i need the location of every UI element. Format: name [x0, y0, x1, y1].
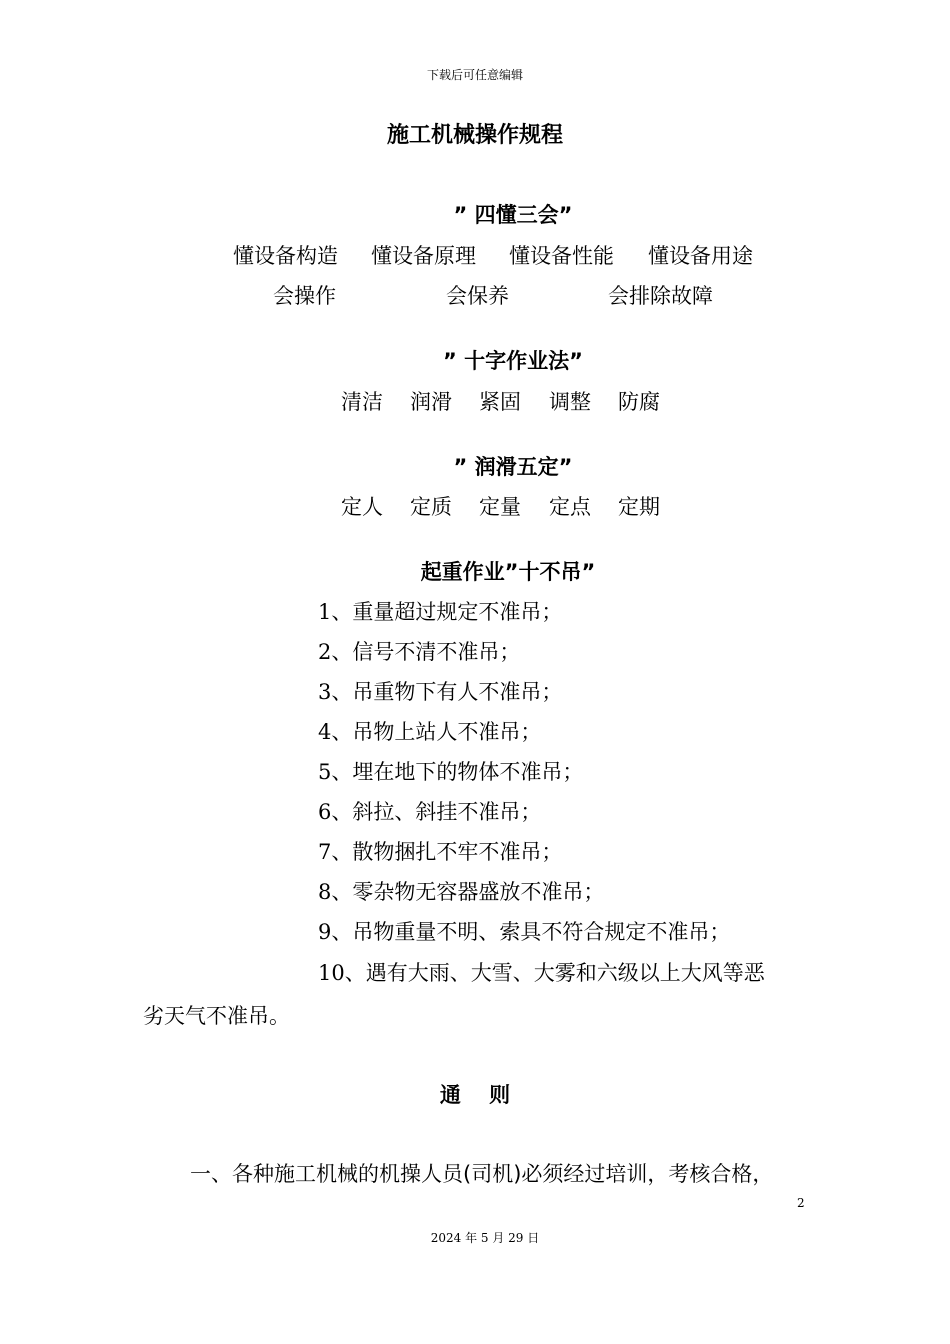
lube-item: 定期	[618, 495, 660, 519]
ten-char-item: 清洁	[341, 390, 383, 414]
ten-char-item: 润滑	[410, 390, 452, 414]
rule-item: 10、遇有大雨、大雪、大雾和六级以上大风等恶	[318, 961, 765, 985]
skill-item: 会保养	[446, 284, 509, 308]
ten-char-item: 紧固	[479, 390, 521, 414]
section-heading-lube: ” 润滑五定”	[453, 455, 573, 479]
lube-item: 定点	[549, 495, 591, 519]
rule-item: 7、散物捆扎不牢不准吊；	[318, 840, 563, 864]
rule-item: 1、重量超过规定不准吊；	[318, 600, 563, 624]
section-heading-four-three: ” 四懂三会”	[453, 203, 573, 227]
rule-item-continuation: 劣天气不准吊。	[143, 1004, 290, 1028]
ten-char-item: 防腐	[618, 390, 660, 414]
page-number: 2	[797, 1196, 805, 1210]
footer-date: 2024 年 5 月 29 日	[430, 1231, 540, 1245]
document-title: 施工机械操作规程	[386, 123, 563, 148]
understand-item: 懂设备用途	[648, 244, 753, 268]
ten-char-item: 调整	[549, 390, 591, 414]
rule-item: 5、埋在地下的物体不准吊；	[318, 760, 584, 784]
general-paragraph: 一、各种施工机械的机操人员(司机)必须经过培训，考核合格，	[190, 1162, 774, 1186]
rule-item: 2、信号不清不准吊；	[318, 640, 521, 664]
skill-item: 会排除故障	[608, 284, 713, 308]
rule-item: 6、斜拉、斜挂不准吊；	[318, 800, 542, 824]
section-heading-ten-char: ” 十字作业法”	[443, 349, 583, 373]
section-heading-lifting: 起重作业”十不吊”	[420, 560, 596, 584]
general-heading: 通 则	[439, 1083, 511, 1107]
rule-item: 4、吊物上站人不准吊；	[318, 720, 542, 744]
skill-item: 会操作	[273, 284, 336, 308]
rule-item: 8、零杂物无容器盛放不准吊；	[318, 880, 605, 904]
page-header: 下载后可任意编辑	[426, 68, 523, 82]
rule-item: 3、吊重物下有人不准吊；	[318, 680, 563, 704]
lube-item: 定质	[410, 495, 452, 519]
understand-item: 懂设备原理	[371, 244, 476, 268]
understand-item: 懂设备构造	[233, 244, 338, 268]
lube-item: 定人	[341, 495, 383, 519]
rule-item: 9、吊物重量不明、索具不符合规定不准吊；	[318, 920, 731, 944]
lube-item: 定量	[479, 495, 521, 519]
understand-item: 懂设备性能	[509, 244, 614, 268]
